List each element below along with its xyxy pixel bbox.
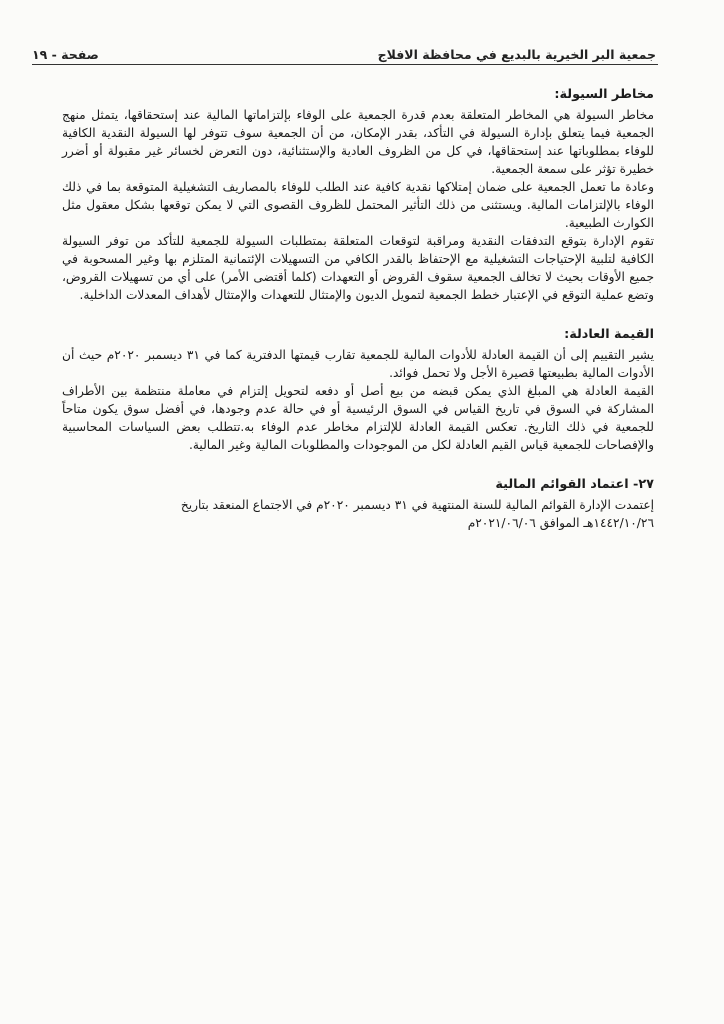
page-number: صفحة - ١٩: [32, 47, 99, 62]
header-divider: [32, 64, 658, 65]
liquidity-risk-heading: مخاطر السيولة:: [554, 87, 654, 102]
approval-text: [62, 496, 654, 532]
approval-section: [62, 476, 654, 532]
page-header: [32, 40, 656, 62]
document-body: [62, 78, 654, 532]
fair-value-paragraph-1: يشير التقييم إلى أن القيمة العادلة للأدوات المالية للجمعية تقارب قيمتها الدفترية كما في ٣١ ديسمبر ٢٠٢٠م حيث أن الأدوات المالية بطبيعتها قصيرة الأجل ولا تحمل فوائد.: [62, 348, 655, 380]
approval-line-2: ١٤٤٢/١٠/٢٦هـ الموافق ٢٠٢١/٠٦/٠٦م: [467, 516, 654, 530]
liquidity-paragraph-2: وعادة ما تعمل الجمعية على ضمان إمتلاكها نقدية كافية عند الطلب للوفاء بالمصاريف التشغيلية المتوقعة بما في ذلك الوفاء بالإلتزامات المالية. ويستثنى من ذلك التأثير المحتمل للظروف القصوى التي لا يمكن توقعها بشكل معقول مثل الكوارث الطبيعية.: [62, 180, 654, 230]
approval-line-1: إعتمدت الإدارة القوائم المالية للسنة المنتهية في ٣١ ديسمبر ٢٠٢٠م في الاجتماع المنعقد بتاريخ: [180, 498, 654, 512]
liquidity-risk-section: [62, 86, 654, 304]
liquidity-paragraph-1: مخاطر السيولة هي المخاطر المتعلقة بعدم قدرة الجمعية على الوفاء بإلتزاماتها المالية عند إستحقاقها، يتمثل منهج الجمعية فيما يتعلق بإدارة السيولة في التأكد، بقدر الإمكان، من أن الجمعية سوف تتوفر لها السيولة النقدية الكافية للوفاء بمطلوباتها عند إستحقاقها، في كل من الظروف العادية والإستثنائية، دون التعرض لخسائر غير مقبولة أو أضرر خطيرة تؤثر على سمعة الجمعية.: [62, 108, 654, 176]
approval-heading: ٢٧- اعتماد القوائم المالية: [495, 477, 654, 492]
fair-value-section: [62, 326, 654, 454]
fair-value-paragraph-2: القيمة العادلة هي المبلغ الذي يمكن قبضه من بيع أصل أو دفعه لتحويل إلتزام في معاملة منتظمة بين الأطراف المشاركة في السوق في تاريخ القياس في السوق الرئيسية أو في حالة عدم وجودها، في أفضل سوق يكون متاحاً للجمعية في ذلك التاريخ. تعكس القيمة العادلة للإلتزام مخاطر عدم الوفاء به.تتطلب بعض السياسات المحاسبية والإفصاحات للجمعية قياس القيم العادلة لكل من الموجودات والمطلوبات المالية وغير المالية.: [62, 384, 654, 452]
organization-title: جمعية البر الخيرية بالبديع في محافظة الافلاج: [377, 47, 656, 62]
liquidity-paragraph-3: تقوم الإدارة بتوقع التدفقات النقدية ومراقبة لتوقعات المتعلقة بمتطلبات السيولة للجمعية للتأكد من توفر السيولة الكافية لتلبية الإحتياجات التشغيلية مع الإحتفاظ بالقدر الكافي من التسهيلات الإئتمانية المتلزم بها وغير المسحوبة في جميع الأوقات بحيث لا تخالف الجمعية سقوف القروض أو التعهدات (كلما أقتضى الأمر) على أي من تسهيلات القروض، وتضع عملية التوقع في الإعتبار خطط الجمعية لتمويل الديون والإمتثال للتعهدات والإمتثال لأهداف المعدلات الداخلية.: [62, 234, 654, 302]
fair-value-heading: القيمة العادلة:: [564, 327, 654, 342]
